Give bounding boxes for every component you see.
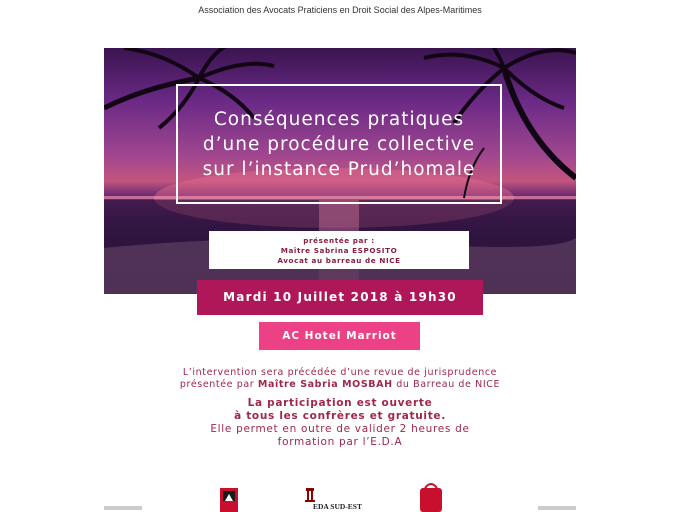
presenter-intro: présentée par :	[303, 236, 375, 245]
bag-logo-icon	[417, 480, 445, 512]
eda-logo	[303, 488, 362, 512]
participation-line-4: formation par l’E.D.A	[277, 436, 403, 448]
partner-logos	[104, 480, 576, 510]
participation-line-2: à tous les confrères et gratuite.	[234, 410, 446, 422]
title-line-2: d’une procédure collective	[202, 133, 476, 155]
eda-column-icon	[305, 488, 315, 502]
intro-suffix: du Barreau de NICE	[392, 379, 501, 390]
intro-line-2	[0, 379, 680, 391]
event-date: Mardi 10 Juillet 2018 à 19h30	[197, 280, 483, 315]
divider-left	[104, 506, 142, 510]
intro-speaker: Maître Sabria MOSBAH	[257, 379, 393, 390]
participation-line-3: Elle permet en outre de valider 2 heures de	[210, 423, 470, 435]
title-frame	[176, 84, 502, 204]
presenter-name: Maître Sabrina ESPOSITO	[280, 246, 398, 255]
bar-book-logo-icon	[219, 486, 239, 512]
presenter-box	[209, 231, 469, 269]
presenter-bar: Avocat au barreau de NICE	[277, 256, 401, 265]
intro-line-1: L’intervention sera précédée d’une revue de jurisprudence	[182, 367, 498, 378]
divider-right	[538, 506, 576, 510]
participation-text	[0, 397, 680, 449]
event-venue: AC Hotel Marriot	[259, 322, 420, 350]
association-name: Association des Avocats Praticiens en Droit Social des Alpes-Maritimes	[198, 5, 482, 15]
intro-text	[0, 367, 680, 391]
title-line-1: Conséquences pratiques	[213, 108, 465, 130]
intro-prefix: présentée par	[179, 379, 258, 390]
title-line-3: sur l’instance Prud’homale	[202, 158, 476, 180]
eda-label: EDA SUD-EST	[313, 502, 362, 511]
participation-line-1: La participation est ouverte	[247, 397, 433, 409]
